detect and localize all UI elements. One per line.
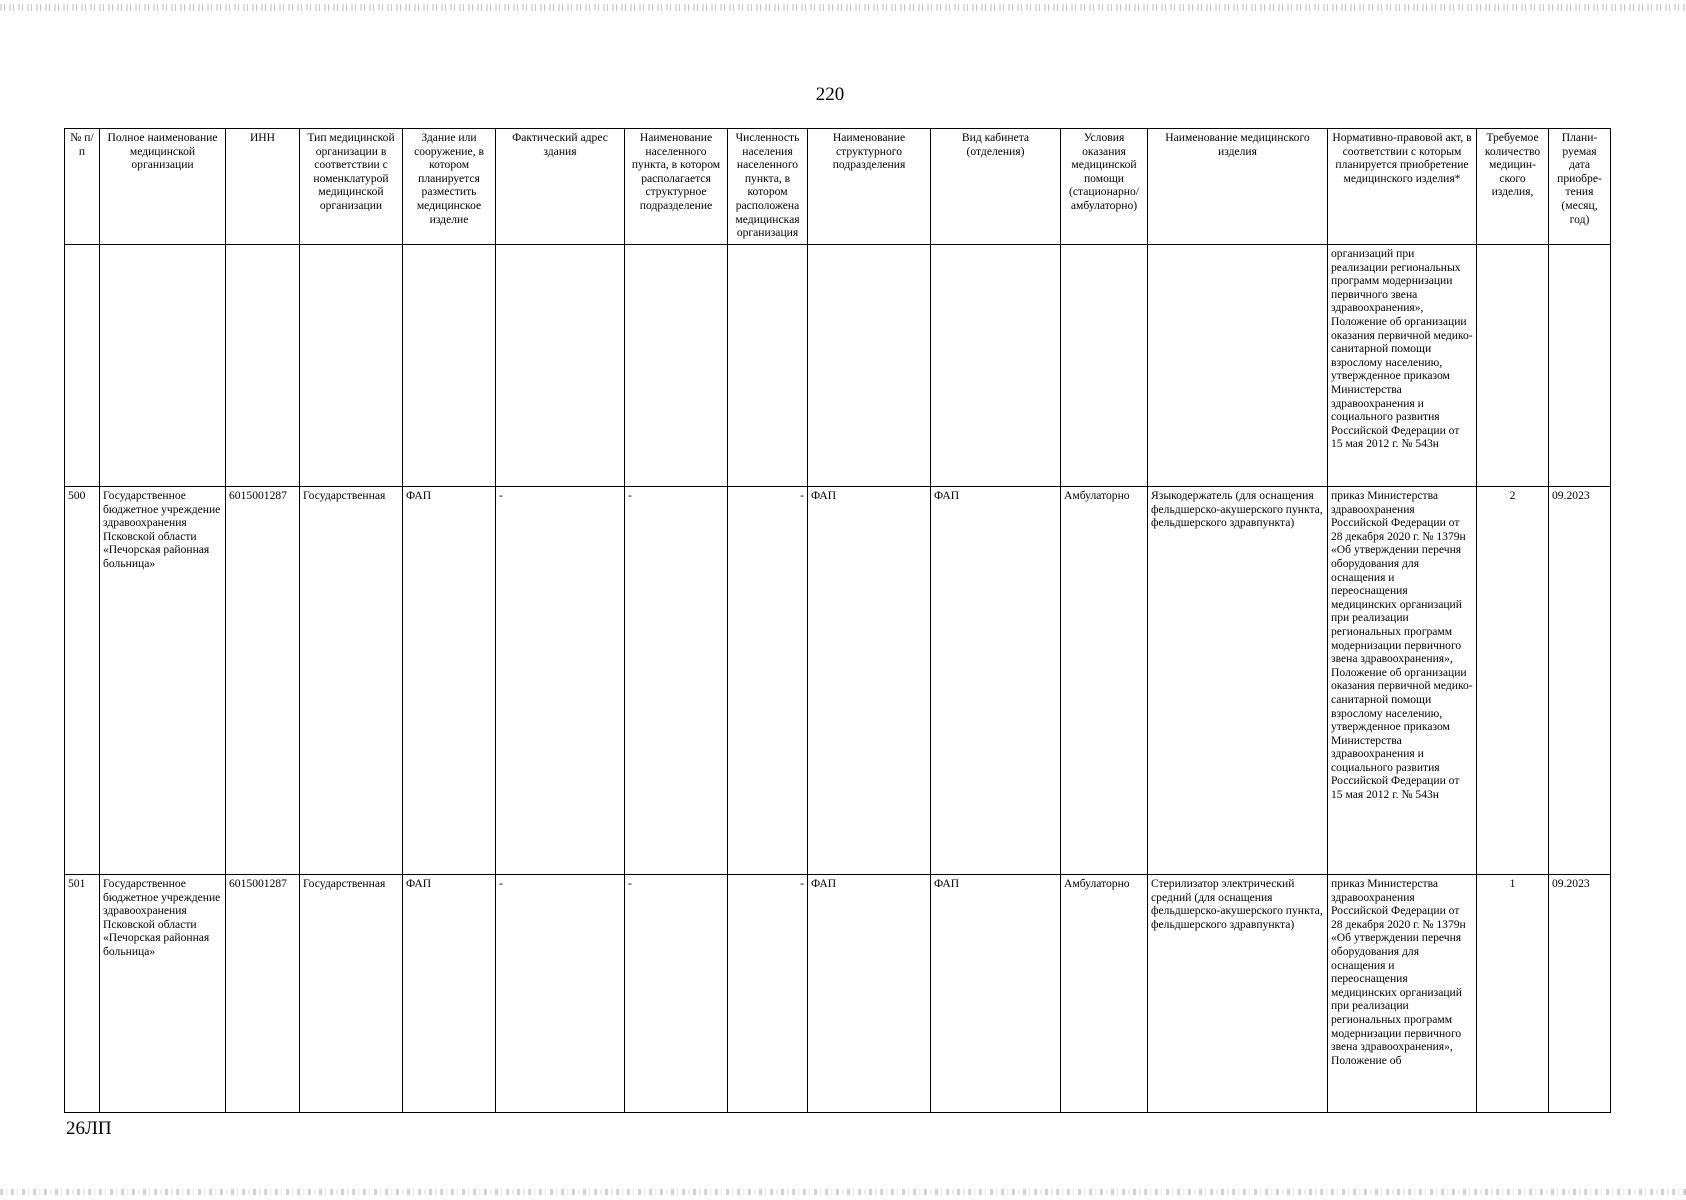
cell-empty bbox=[65, 245, 100, 487]
header-legal-act: Нормативно-правовой акт, в соответствии с которым планируется приобретение медицинского изделия* bbox=[1328, 129, 1477, 245]
cell-address: - bbox=[496, 487, 625, 875]
cell-legal-act: приказ Министерства здравоохранения Российской Федерации от 28 декабря 2020 г. № 1379н «Об утверждении перечня оборудования для оснащения и переоснащения медицинских организаций при реализации региональных программ модернизации первичного звена здравоохранения», Положение об организации оказания первичной медико-санитарной помощи взрослому населению, утвержденное приказом Министерства здравоохранения и социального развития Российской Федерации от 15 мая 2012 г. № 543н bbox=[1328, 487, 1477, 875]
cell-empty bbox=[1477, 245, 1549, 487]
table-header-row bbox=[65, 129, 1611, 245]
cell-conditions: Амбулаторно bbox=[1061, 875, 1148, 1113]
cell-empty bbox=[100, 245, 226, 487]
header-building: Здание или сооружение, в котором планируется разместить медицинское изделие bbox=[403, 129, 496, 245]
cell-empty bbox=[931, 245, 1061, 487]
cell-inn: 6015001287 bbox=[226, 487, 300, 875]
cell-org-type: Государственная bbox=[300, 875, 403, 1113]
header-unit: Наименование структурного подразделения bbox=[808, 129, 931, 245]
table-row-continuation bbox=[65, 245, 1611, 487]
cell-num: 501 bbox=[65, 875, 100, 1113]
cell-population: - bbox=[728, 875, 808, 1113]
scan-noise-top bbox=[0, 4, 1686, 11]
cell-empty bbox=[496, 245, 625, 487]
header-org-name: Полное наименование медицинской организации bbox=[100, 129, 226, 245]
header-settlement: Наименование населенного пункта, в котором располагается структурное подразделение bbox=[625, 129, 728, 245]
cell-population: - bbox=[728, 487, 808, 875]
header-inn: ИНН bbox=[226, 129, 300, 245]
cell-date: 09.2023 bbox=[1549, 487, 1611, 875]
cell-empty bbox=[728, 245, 808, 487]
sheet-code: 26ЛП bbox=[66, 1118, 112, 1139]
table-row bbox=[65, 875, 1611, 1113]
cell-empty bbox=[1549, 245, 1611, 487]
cell-empty bbox=[1148, 245, 1328, 487]
cell-inn: 6015001287 bbox=[226, 875, 300, 1113]
cell-quantity: 1 bbox=[1477, 875, 1549, 1113]
header-conditions: Условия оказания медицинской помощи (стационарно/ амбулаторно) bbox=[1061, 129, 1148, 245]
cell-legal-act: приказ Министерства здравоохранения Российской Федерации от 28 декабря 2020 г. № 1379н «Об утверждении перечня оборудования для оснащения и переоснащения медицинских организаций при реализации региональных программ модернизации первичного звена здравоохранения», Положение об bbox=[1328, 875, 1477, 1113]
cell-settlement: - bbox=[625, 875, 728, 1113]
cell-empty bbox=[808, 245, 931, 487]
header-address: Фактический адрес здания bbox=[496, 129, 625, 245]
medical-device-table bbox=[64, 128, 1611, 1113]
header-device: Наименование медицинского изделия bbox=[1148, 129, 1328, 245]
cell-empty bbox=[300, 245, 403, 487]
cell-empty bbox=[403, 245, 496, 487]
cell-unit: ФАП bbox=[808, 487, 931, 875]
cell-org-type: Государственная bbox=[300, 487, 403, 875]
header-cabinet: Вид кабинета (отделения) bbox=[931, 129, 1061, 245]
cell-org-name: Государственное бюджетное учреждение здравоохранения Псковской области «Печорская районная больница» bbox=[100, 875, 226, 1113]
cell-date: 09.2023 bbox=[1549, 875, 1611, 1113]
header-num: № п/п bbox=[65, 129, 100, 245]
cell-conditions: Амбулаторно bbox=[1061, 487, 1148, 875]
cell-num: 500 bbox=[65, 487, 100, 875]
cell-org-name: Государственное бюджетное учреждение здравоохранения Псковской области «Печорская районная больница» bbox=[100, 487, 226, 875]
cell-empty bbox=[625, 245, 728, 487]
cell-legal-act: организаций при реализации региональных программ модернизации первичного звена здравоохранения», Положение об организации оказания первичной медико-санитарной помощи взрослому населению, утвержденное приказом Министерства здравоохранения и социального развития Российской Федерации от 15 мая 2012 г. № 543н bbox=[1328, 245, 1477, 487]
cell-device: Языкодержатель (для оснащения фельдшерско-акушерского пункта, фельдшерского здравпункта) bbox=[1148, 487, 1328, 875]
page-number: 220 bbox=[815, 84, 845, 105]
header-date: Плани-руемая дата приобре-тения (месяц, год) bbox=[1549, 129, 1611, 245]
scan-noise-bottom bbox=[0, 1189, 1686, 1195]
cell-device: Стерилизатор электрический средний (для оснащения фельдшерско-акушерского пункта, фельдшерского здравпункта) bbox=[1148, 875, 1328, 1113]
header-population: Численность населения населенного пункта, в котором расположена медицинская организация bbox=[728, 129, 808, 245]
cell-building: ФАП bbox=[403, 487, 496, 875]
cell-cabinet: ФАП bbox=[931, 875, 1061, 1113]
cell-empty bbox=[226, 245, 300, 487]
cell-cabinet: ФАП bbox=[931, 487, 1061, 875]
table-row bbox=[65, 487, 1611, 875]
cell-quantity: 2 bbox=[1477, 487, 1549, 875]
header-org-type: Тип медицинской организации в соответствии с номенклатурой медицинской организации bbox=[300, 129, 403, 245]
header-quantity: Требуемое количество медицин-ского изделия, bbox=[1477, 129, 1549, 245]
cell-empty bbox=[1061, 245, 1148, 487]
cell-address: - bbox=[496, 875, 625, 1113]
cell-settlement: - bbox=[625, 487, 728, 875]
cell-building: ФАП bbox=[403, 875, 496, 1113]
cell-unit: ФАП bbox=[808, 875, 931, 1113]
